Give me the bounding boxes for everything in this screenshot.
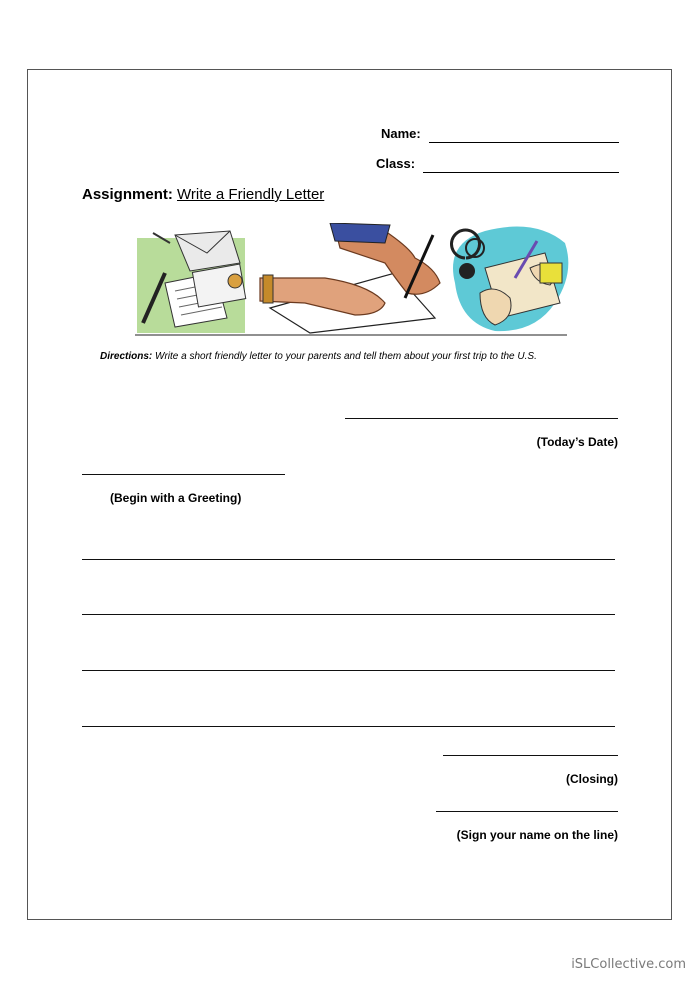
directions-label: Directions: (100, 351, 153, 362)
signature-caption: (Sign your name on the line) (456, 828, 618, 842)
assignment-label: Assignment: (82, 186, 173, 203)
class-line[interactable] (423, 159, 619, 173)
date-caption: (Today’s Date) (536, 435, 618, 449)
class-label: Class: (376, 156, 416, 171)
closing-line[interactable] (443, 755, 618, 756)
greeting-caption: (Begin with a Greeting) (110, 491, 242, 505)
name-field (381, 125, 619, 143)
closing-caption: (Closing) (566, 772, 618, 786)
letter-illustrations (135, 223, 570, 338)
class-field (376, 155, 619, 173)
assignment-title: Write a Friendly Letter (177, 186, 325, 203)
directions-text (100, 351, 537, 362)
body-line-1[interactable] (82, 559, 615, 560)
watermark: iSLCollective.com (571, 957, 686, 972)
greeting-line[interactable] (82, 474, 285, 475)
date-line[interactable] (345, 418, 618, 419)
body-line-3[interactable] (82, 670, 615, 671)
body-line-2[interactable] (82, 614, 615, 615)
envelope-letters-clipart (137, 231, 246, 333)
name-line[interactable] (429, 129, 619, 143)
directions-body: Write a short friendly letter to your parents and tell them about your first trip to the U.S. (152, 351, 537, 362)
name-label: Name: (381, 126, 421, 141)
assignment-heading (82, 186, 324, 203)
hands-letter-clipart (452, 227, 569, 332)
hand-writing-clipart (260, 223, 440, 333)
signature-line[interactable] (436, 811, 618, 812)
body-line-4[interactable] (82, 726, 615, 727)
